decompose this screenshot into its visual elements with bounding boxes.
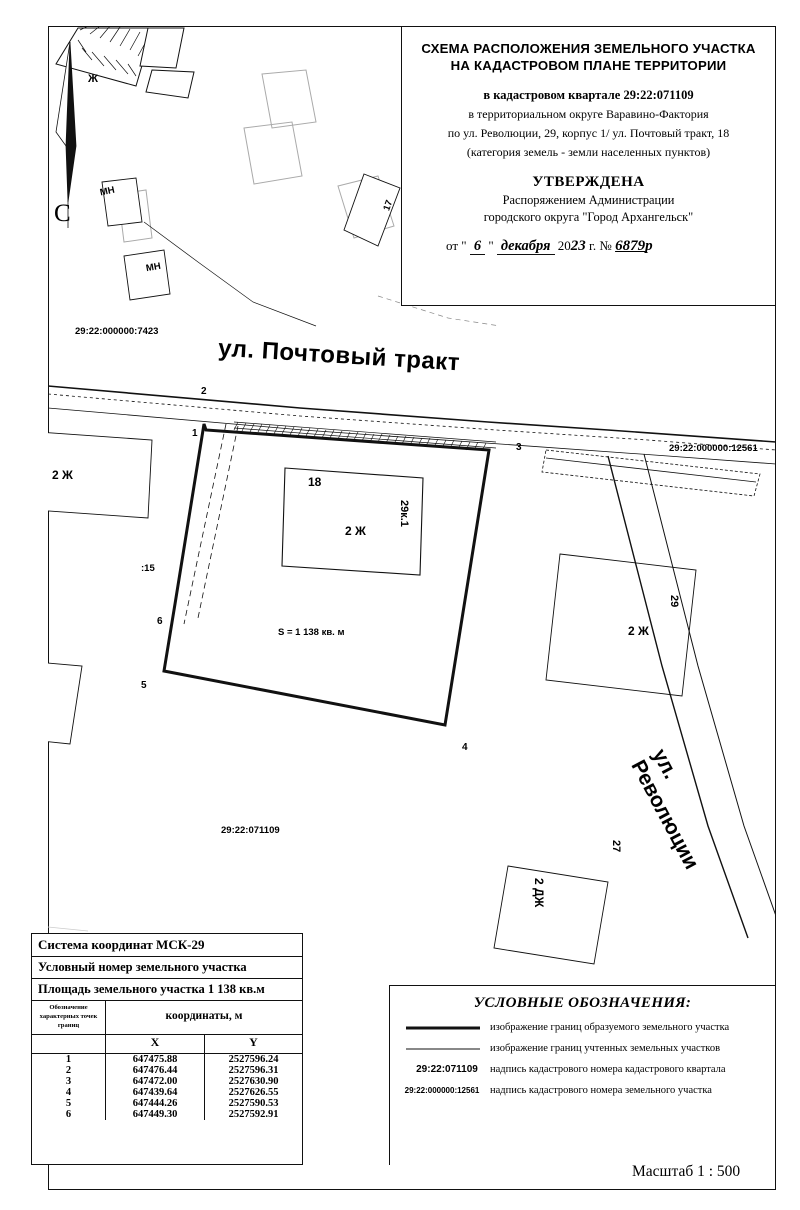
scale-label: Масштаб 1 : 500 — [632, 1163, 741, 1180]
label-building-27: 27 — [610, 840, 622, 853]
date-year-suffix: г. № — [589, 238, 612, 254]
label-parcel-7423: 29:22:000000:7423 — [75, 326, 159, 337]
legend-symbol-parcel-code: 29:22:000000:12561 — [404, 1086, 480, 1095]
legend-text: надпись кадастрового номера земельного участка — [490, 1085, 712, 1096]
coord-system-row: Система координат МСК-29 — [32, 934, 302, 957]
cell-y: 2527592.91 — [228, 1108, 279, 1120]
cadastral-quarter-line: в кадастровом квартале 29:22:071109 — [483, 88, 694, 102]
address-line-2: по ул. Революции, 29, корпус 1/ ул. Почтовый тракт, 18 — [447, 126, 730, 141]
order-number: 6879 — [615, 238, 646, 255]
table-row — [32, 1054, 302, 1065]
point-label-5: 5 — [141, 680, 147, 691]
order-number-suffix: р — [645, 238, 653, 255]
cell-x: 647475.88 — [106, 1054, 205, 1065]
point-label-3: 3 — [516, 442, 522, 453]
legend-item-quarter — [390, 1064, 775, 1075]
label-area: S = 1 138 кв. м — [278, 627, 345, 638]
label-parcel-12561: 29:22:000000:12561 — [669, 443, 758, 454]
legend-item-parcel — [390, 1085, 775, 1096]
approved-heading: УТВЕРЖДЕНА — [532, 173, 645, 190]
cell-point: 5 — [32, 1098, 106, 1109]
coord-table-subheader — [32, 1035, 302, 1054]
label-cadastral-quarter-map: 29:22:071109 — [221, 825, 280, 836]
table-row — [32, 1076, 302, 1087]
cell-point: 6 — [32, 1109, 106, 1120]
legend-title: УСЛОВНЫЕ ОБОЗНАЧЕНИЯ: — [473, 995, 692, 1011]
label-mn-2: МН — [145, 260, 162, 275]
coord-sub-blank — [32, 1035, 106, 1053]
date-year-prefix: 20 — [557, 238, 571, 254]
point-label-2: 2 — [201, 386, 207, 397]
table-row — [32, 1087, 302, 1098]
label-building-29k1: 29к.1 — [398, 500, 410, 527]
cell-point: 2 — [32, 1065, 106, 1076]
compass-north-label: С — [54, 200, 71, 227]
label-building-17: 17 — [381, 198, 396, 213]
legend-block — [389, 985, 775, 1165]
cell-y: 2527596.24 — [228, 1053, 279, 1065]
legend-text: изображение границ образуемого земельного участка — [490, 1022, 730, 1033]
point-label-4: 4 — [462, 742, 468, 753]
legend-item-thin — [390, 1043, 775, 1054]
cell-y: 2527630.90 — [228, 1075, 279, 1087]
coord-col-x: X — [106, 1035, 205, 1053]
cell-y: 2527590.53 — [228, 1097, 279, 1109]
cell-x: 647449.30 — [106, 1109, 205, 1120]
label-building-18: 18 — [308, 475, 322, 489]
subject-parcel-boundary — [164, 424, 489, 725]
conditional-number-row: Условный номер земельного участка — [32, 957, 302, 979]
table-row — [32, 1065, 302, 1076]
date-month: декабря — [497, 238, 555, 255]
label-building-29: 29 — [668, 595, 680, 608]
legend-symbol-quarter-code: 29:22:071109 — [416, 1064, 478, 1075]
title-line-1: СХЕМА РАСПОЛОЖЕНИЯ ЗЕМЕЛЬНОГО УЧАСТКА — [421, 41, 756, 56]
legend-text: надпись кадастрового номера кадастрового квартала — [490, 1064, 726, 1075]
approval-date-line — [402, 238, 775, 255]
date-day: 6 — [470, 238, 485, 255]
cell-point: 4 — [32, 1087, 106, 1098]
coord-table-header — [32, 1001, 302, 1035]
date-year: 23 — [570, 238, 586, 255]
label-zh-top: Ж — [88, 73, 98, 85]
cell-y: 2527626.55 — [228, 1086, 279, 1098]
table-row — [32, 1098, 302, 1109]
label-subparcel-15: :15 — [141, 563, 155, 574]
cell-point: 1 — [32, 1054, 106, 1065]
cell-point: 3 — [32, 1076, 106, 1087]
cell-x: 647439.64 — [106, 1087, 205, 1098]
area-row: Площадь земельного участка 1 138 кв.м — [32, 979, 302, 1001]
date-prefix: от " — [446, 238, 467, 254]
address-line-1: в территориальном округе Варавино-Фактория — [468, 107, 709, 121]
approved-by-line-2: городского округа "Город Архангельск" — [483, 210, 694, 225]
cell-y: 2527596.31 — [228, 1064, 279, 1076]
label-street-revolyutsii: ул. Революции — [626, 745, 704, 874]
point-label-6: 6 — [157, 616, 163, 627]
thin-line-icon — [404, 1045, 490, 1053]
thick-line-icon — [404, 1024, 490, 1032]
coord-header-coords: координаты, м — [165, 1010, 243, 1022]
legend-item-thick — [390, 1022, 775, 1033]
label-building-type-dzh: 2 ДЖ — [532, 878, 546, 908]
legend-text: изображение границ учтенных земельных участков — [490, 1043, 721, 1054]
point-label-1: 1 — [192, 428, 198, 439]
label-building-type-center: 2 Ж — [345, 524, 366, 538]
cell-x: 647444.26 — [106, 1098, 205, 1109]
cell-x: 647472.00 — [106, 1076, 205, 1087]
coord-table-body — [32, 1054, 302, 1120]
coord-col-y: Y — [249, 1034, 258, 1049]
approved-by-line-1: Распоряжением Администрации — [502, 192, 675, 207]
coordinate-table — [31, 933, 303, 1165]
title-block — [401, 27, 775, 306]
label-street-pochtovy-trakt: ул. Почтовый тракт — [217, 334, 461, 377]
title-line-2: НА КАДАСТРОВОМ ПЛАНЕ ТЕРРИТОРИИ — [450, 57, 727, 73]
address-line-3: (категория земель - земли населенных пунктов) — [466, 145, 711, 160]
label-building-type-right: 2 Ж — [628, 624, 649, 638]
cell-x: 647476.44 — [106, 1065, 205, 1076]
label-building-type-left: 2 Ж — [52, 468, 73, 482]
coord-header-points: Обозначение характерных точек границ — [32, 1001, 106, 1034]
table-row — [32, 1109, 302, 1120]
label-mn-1: МН — [99, 184, 116, 199]
date-quote: " — [488, 238, 494, 254]
